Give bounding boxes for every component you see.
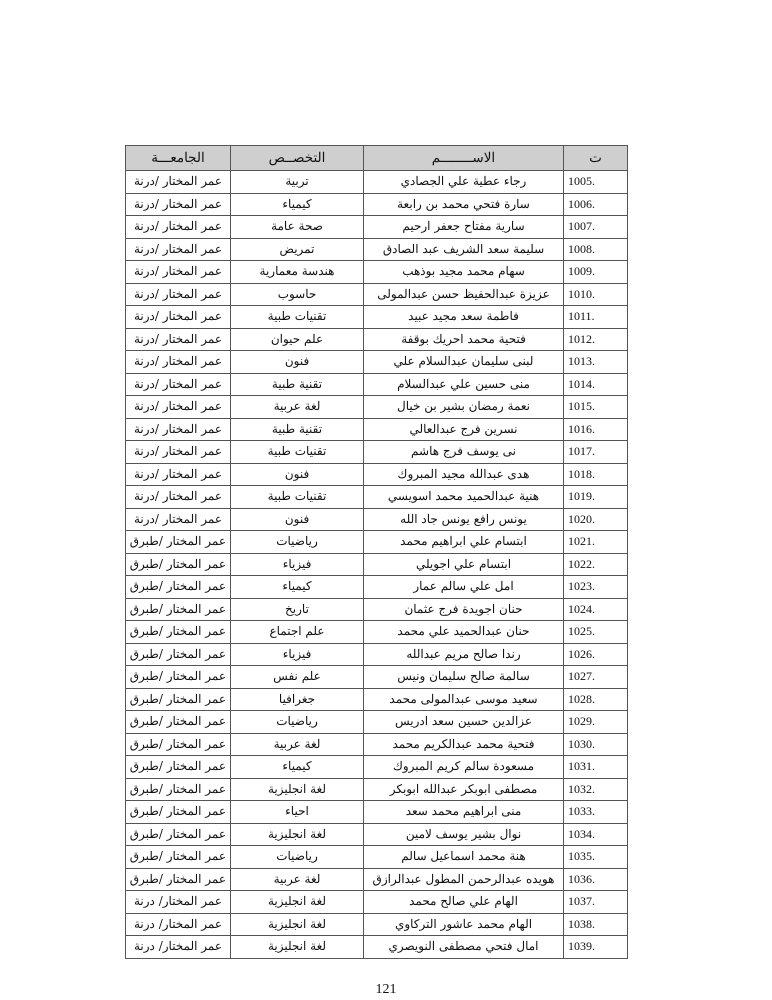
cell-specialization: حاسوب	[231, 283, 364, 306]
cell-specialization: تقنيات طبية	[231, 486, 364, 509]
cell-name: حنان اجويدة فرج عثمان	[364, 598, 564, 621]
cell-university: عمر المختار /درنة	[126, 486, 231, 509]
cell-name: نعمة رمضان بشير بن خيال	[364, 396, 564, 419]
cell-number: 1031.	[564, 756, 628, 779]
cell-name: حنان عبدالحميد علي محمد	[364, 621, 564, 644]
cell-number: 1034.	[564, 823, 628, 846]
table-row	[126, 373, 628, 396]
table-row	[126, 666, 628, 689]
cell-university: عمر المختار /طبرق	[126, 553, 231, 576]
table-row	[126, 351, 628, 374]
table-header-row	[126, 146, 628, 171]
cell-number: 1026.	[564, 643, 628, 666]
cell-university: عمر المختار /طبرق	[126, 621, 231, 644]
cell-specialization: لغة انجليزية	[231, 913, 364, 936]
cell-specialization: فنون	[231, 351, 364, 374]
cell-university: عمر المختار/ درنة	[126, 891, 231, 914]
cell-university: عمر المختار/ درنة	[126, 913, 231, 936]
cell-university: عمر المختار /درنة	[126, 418, 231, 441]
table-row	[126, 216, 628, 239]
table-row	[126, 441, 628, 464]
cell-number: 1023.	[564, 576, 628, 599]
cell-specialization: احياء	[231, 801, 364, 824]
table-row	[126, 238, 628, 261]
cell-number: 1024.	[564, 598, 628, 621]
table-row	[126, 733, 628, 756]
cell-number: 1017.	[564, 441, 628, 464]
cell-university: عمر المختار /درنة	[126, 396, 231, 419]
table-row	[126, 823, 628, 846]
table-row	[126, 621, 628, 644]
cell-name: الهام علي صالح محمد	[364, 891, 564, 914]
cell-number: 1015.	[564, 396, 628, 419]
cell-name: سليمة سعد الشريف عبد الصادق	[364, 238, 564, 261]
cell-name: هويده عبدالرحمن المطول عبدالرازق	[364, 868, 564, 891]
table-row	[126, 531, 628, 554]
cell-specialization: لغة عربية	[231, 868, 364, 891]
table-row	[126, 396, 628, 419]
table-row	[126, 261, 628, 284]
cell-specialization: لغة عربية	[231, 733, 364, 756]
cell-number: 1032.	[564, 778, 628, 801]
cell-university: عمر المختار /طبرق	[126, 576, 231, 599]
header-university: الجامعـــة	[126, 146, 231, 171]
page-number: 121	[375, 982, 397, 997]
cell-name: رجاء عطية علي الجصادي	[364, 171, 564, 194]
cell-number: 1020.	[564, 508, 628, 531]
cell-number: 1006.	[564, 193, 628, 216]
cell-specialization: فنون	[231, 463, 364, 486]
cell-university: عمر المختار /طبرق	[126, 531, 231, 554]
cell-specialization: رياضيات	[231, 531, 364, 554]
cell-name: ابتسام علي ابراهيم محمد	[364, 531, 564, 554]
cell-number: 1038.	[564, 913, 628, 936]
cell-specialization: تمريض	[231, 238, 364, 261]
cell-name: نسرين فرج عبدالعالي	[364, 418, 564, 441]
cell-name: الهام محمد عاشور التركاوي	[364, 913, 564, 936]
cell-specialization: لغة انجليزية	[231, 778, 364, 801]
cell-number: 1028.	[564, 688, 628, 711]
cell-number: 1033.	[564, 801, 628, 824]
cell-number: 1036.	[564, 868, 628, 891]
cell-specialization: تقنيات طبية	[231, 441, 364, 464]
cell-name: منى ابراهيم محمد سعد	[364, 801, 564, 824]
cell-university: عمر المختار /درنة	[126, 261, 231, 284]
cell-university: عمر المختار /درنة	[126, 373, 231, 396]
header-specialization: التخصــص	[231, 146, 364, 171]
cell-university: عمر المختار /طبرق	[126, 756, 231, 779]
cell-number: 1005.	[564, 171, 628, 194]
cell-specialization: كيمياء	[231, 576, 364, 599]
cell-specialization: فنون	[231, 508, 364, 531]
cell-university: عمر المختار /طبرق	[126, 733, 231, 756]
table-row	[126, 553, 628, 576]
cell-specialization: رياضيات	[231, 711, 364, 734]
cell-name: سعيد موسى عبدالمولى محمد	[364, 688, 564, 711]
cell-name: نى يوسف فرج هاشم	[364, 441, 564, 464]
cell-specialization: تاريخ	[231, 598, 364, 621]
cell-specialization: كيمياء	[231, 756, 364, 779]
table-row	[126, 171, 628, 194]
cell-name: ابتسام علي اجويلي	[364, 553, 564, 576]
student-table	[125, 145, 628, 959]
cell-university: عمر المختار /طبرق	[126, 801, 231, 824]
cell-name: منى حسين علي عبدالسلام	[364, 373, 564, 396]
cell-number: 1016.	[564, 418, 628, 441]
table-row	[126, 913, 628, 936]
cell-number: 1027.	[564, 666, 628, 689]
table-row	[126, 801, 628, 824]
cell-university: عمر المختار /درنة	[126, 283, 231, 306]
cell-university: عمر المختار /درنة	[126, 463, 231, 486]
table-row	[126, 891, 628, 914]
table-row	[126, 711, 628, 734]
cell-university: عمر المختار /درنة	[126, 328, 231, 351]
cell-specialization: علم اجتماع	[231, 621, 364, 644]
cell-number: 1037.	[564, 891, 628, 914]
cell-name: سارة فتحي محمد بن رابعة	[364, 193, 564, 216]
cell-name: يونس رافع يونس جاد الله	[364, 508, 564, 531]
cell-university: عمر المختار /درنة	[126, 216, 231, 239]
cell-university: عمر المختار /طبرق	[126, 823, 231, 846]
cell-university: عمر المختار /درنة	[126, 171, 231, 194]
cell-name: هنية عبدالحميد محمد اسويسي	[364, 486, 564, 509]
cell-number: 1030.	[564, 733, 628, 756]
cell-university: عمر المختار /طبرق	[126, 666, 231, 689]
table-row	[126, 936, 628, 959]
cell-specialization: لغة انجليزية	[231, 936, 364, 959]
cell-name: لبنى سليمان عبدالسلام علي	[364, 351, 564, 374]
cell-name: سالمة صالح سليمان ونيس	[364, 666, 564, 689]
table-row	[126, 868, 628, 891]
cell-specialization: رياضيات	[231, 846, 364, 869]
cell-university: عمر المختار /طبرق	[126, 643, 231, 666]
cell-university: عمر المختار /درنة	[126, 306, 231, 329]
cell-name: فتحية محمد احريك بوقفة	[364, 328, 564, 351]
cell-number: 1021.	[564, 531, 628, 554]
table-row	[126, 846, 628, 869]
cell-specialization: صحة عامة	[231, 216, 364, 239]
cell-name: سهام محمد مجيد بوذهب	[364, 261, 564, 284]
cell-university: عمر المختار /طبرق	[126, 688, 231, 711]
cell-name: سارية مفتاح جعفر ارحيم	[364, 216, 564, 239]
header-number: ت	[564, 146, 628, 171]
cell-university: عمر المختار /درنة	[126, 238, 231, 261]
cell-specialization: علم حيوان	[231, 328, 364, 351]
table-body	[126, 171, 628, 959]
table-row	[126, 598, 628, 621]
cell-university: عمر المختار /طبرق	[126, 711, 231, 734]
table-row	[126, 643, 628, 666]
table-row	[126, 283, 628, 306]
table-row	[126, 463, 628, 486]
cell-specialization: فيزياء	[231, 553, 364, 576]
cell-specialization: لغة انجليزية	[231, 823, 364, 846]
cell-number: 1009.	[564, 261, 628, 284]
table-row	[126, 193, 628, 216]
cell-name: امل علي سالم عمار	[364, 576, 564, 599]
table-row	[126, 576, 628, 599]
cell-university: عمر المختار /طبرق	[126, 868, 231, 891]
cell-name: نوال بشير يوسف لامين	[364, 823, 564, 846]
cell-university: عمر المختار /درنة	[126, 193, 231, 216]
cell-university: عمر المختار /طبرق	[126, 846, 231, 869]
cell-university: عمر المختار/ درنة	[126, 936, 231, 959]
cell-university: عمر المختار /درنة	[126, 508, 231, 531]
table-row	[126, 508, 628, 531]
cell-number: 1035.	[564, 846, 628, 869]
cell-number: 1012.	[564, 328, 628, 351]
cell-number: 1013.	[564, 351, 628, 374]
cell-number: 1022.	[564, 553, 628, 576]
cell-number: 1010.	[564, 283, 628, 306]
table-row	[126, 688, 628, 711]
cell-name: هدى عبدالله مجيد المبروك	[364, 463, 564, 486]
cell-number: 1007.	[564, 216, 628, 239]
cell-specialization: هندسة معمارية	[231, 261, 364, 284]
cell-specialization: لغة عربية	[231, 396, 364, 419]
cell-university: عمر المختار /درنة	[126, 351, 231, 374]
cell-specialization: تقنيات طبية	[231, 306, 364, 329]
cell-specialization: تقنية طبية	[231, 418, 364, 441]
cell-number: 1025.	[564, 621, 628, 644]
cell-number: 1014.	[564, 373, 628, 396]
cell-university: عمر المختار /طبرق	[126, 598, 231, 621]
cell-university: عمر المختار /طبرق	[126, 778, 231, 801]
cell-name: مصطفى ابوبكر عبدالله ابوبكر	[364, 778, 564, 801]
cell-university: عمر المختار /درنة	[126, 441, 231, 464]
table-row	[126, 486, 628, 509]
cell-specialization: جغرافيا	[231, 688, 364, 711]
cell-specialization: تربية	[231, 171, 364, 194]
cell-specialization: تقنية طبية	[231, 373, 364, 396]
cell-name: مسعودة سالم كريم المبروك	[364, 756, 564, 779]
cell-name: فتحية محمد عبدالكريم محمد	[364, 733, 564, 756]
cell-number: 1029.	[564, 711, 628, 734]
table-row	[126, 328, 628, 351]
cell-name: هنة محمد اسماعيل سالم	[364, 846, 564, 869]
cell-number: 1019.	[564, 486, 628, 509]
table-row	[126, 306, 628, 329]
cell-name: عزيزة عبدالحفيظ حسن عبدالمولى	[364, 283, 564, 306]
cell-specialization: لغة انجليزية	[231, 891, 364, 914]
cell-number: 1018.	[564, 463, 628, 486]
cell-specialization: فيزياء	[231, 643, 364, 666]
cell-name: رندا صالح مريم عبدالله	[364, 643, 564, 666]
cell-name: عزالدين حسين سعد ادريس	[364, 711, 564, 734]
cell-name: امال فتحي مصطفى النويصري	[364, 936, 564, 959]
header-name: الاســــــــم	[364, 146, 564, 171]
cell-number: 1011.	[564, 306, 628, 329]
table-row	[126, 418, 628, 441]
cell-specialization: كيمياء	[231, 193, 364, 216]
table-row	[126, 778, 628, 801]
table-row	[126, 756, 628, 779]
cell-specialization: علم نفس	[231, 666, 364, 689]
cell-number: 1039.	[564, 936, 628, 959]
cell-number: 1008.	[564, 238, 628, 261]
cell-name: فاطمة سعد مجيد عبيد	[364, 306, 564, 329]
